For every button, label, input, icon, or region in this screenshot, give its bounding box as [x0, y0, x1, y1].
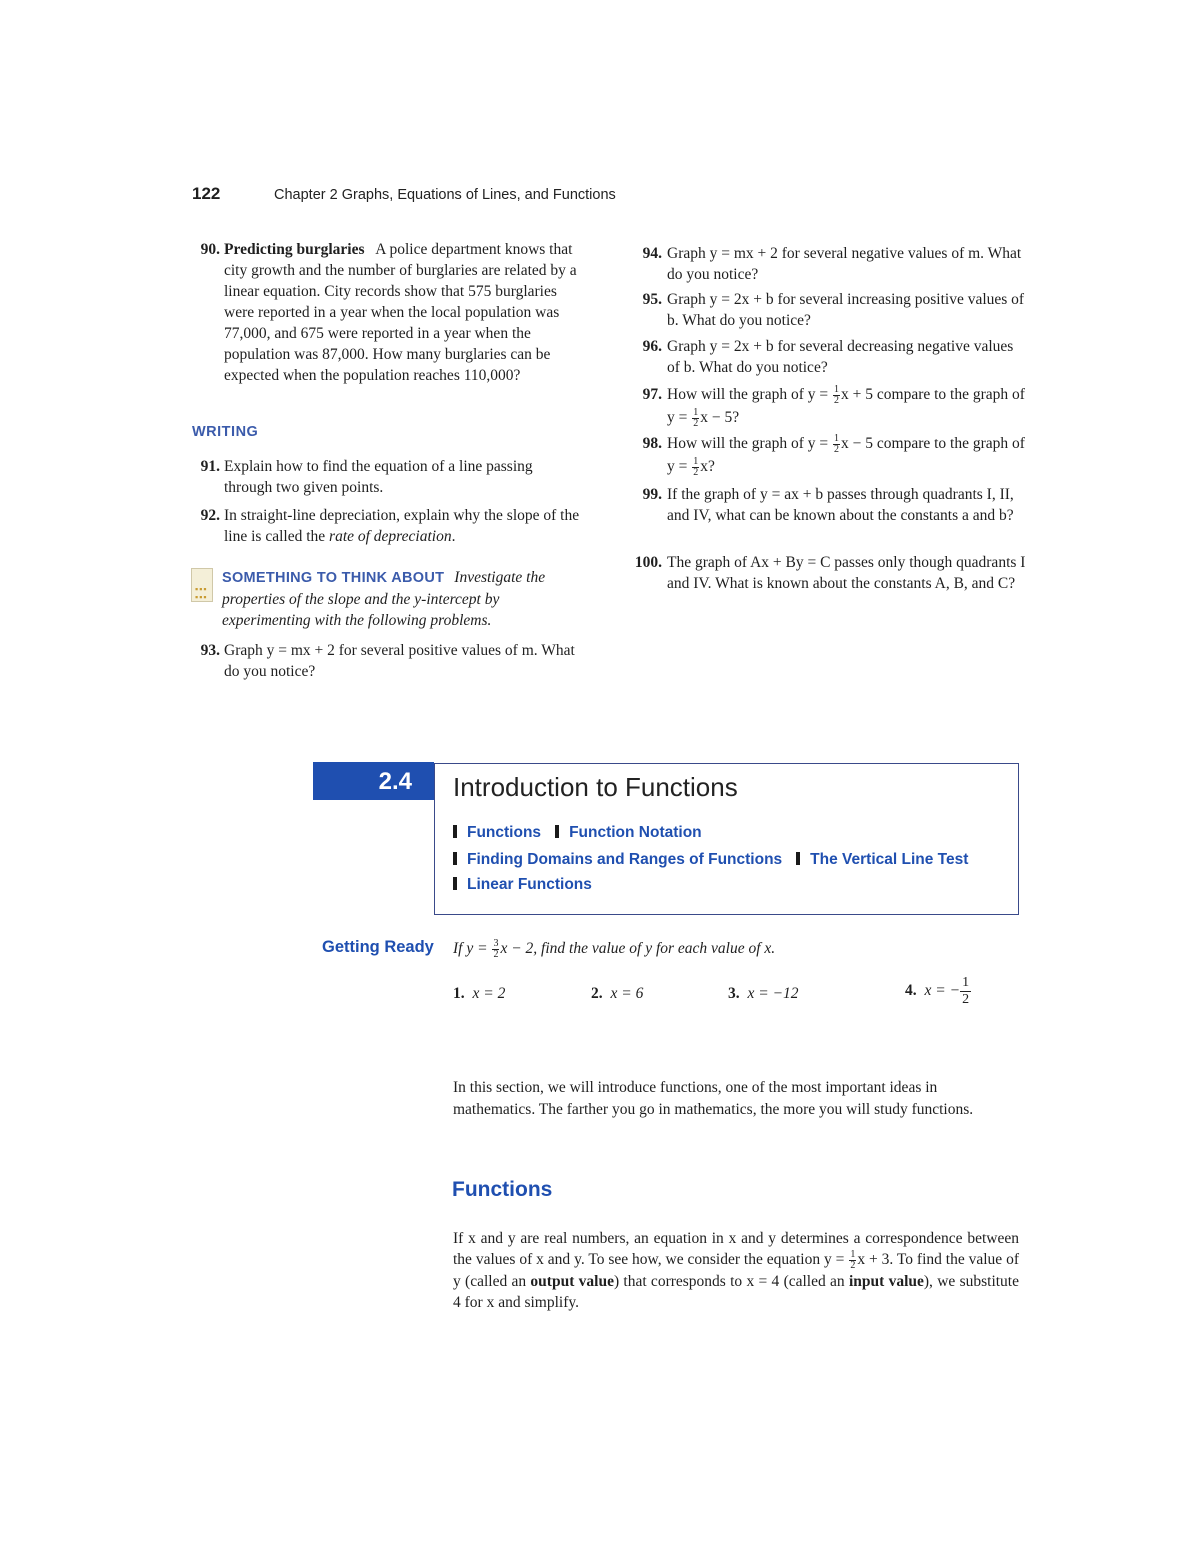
running-head: Chapter 2 Graphs, Equations of Lines, and Functions [274, 187, 616, 203]
topic-vertical-line-test: The Vertical Line Test [810, 851, 969, 868]
problem-number: 93. [200, 642, 220, 659]
intro-paragraph: In this section, we will introduce functions, one of the most important ideas in mathematics. The farther you go in mathematics, the more you will study functions. [453, 1079, 974, 1118]
problem-text: If the graph of y = ax + b passes through quadrants I, II, and IV, what can be known about the constants a and b? [667, 486, 1014, 524]
fraction: $\frac{1}{2}$ [693, 406, 699, 429]
fraction: $\frac{1}{2}$ [834, 432, 840, 455]
fraction: $\frac{1}{2}$ [850, 1248, 856, 1271]
think-about-block [222, 567, 582, 631]
topic-line [453, 824, 702, 846]
getting-ready-label: Getting Ready [322, 938, 434, 956]
section-number: 2.4 [378, 768, 412, 795]
fraction: $\frac{1}{2}$ [834, 383, 840, 406]
problem-100 [625, 552, 1030, 618]
problem-98 [630, 432, 1030, 480]
calculator-icon: ▪▪▪ ▪▪▪ [191, 568, 213, 602]
functions-paragraph: If x and y are real numbers, an equation in x and y determines a correspondence between the values of x and y. To see how, we consider the equation y = $\frac{1}{2}$ x + 3. To find the value of y (called an output value) that corresponds to x = 4 (called an input value), we substitute 4 for x and simplify. [453, 1230, 1019, 1311]
bullet-bar [453, 877, 457, 890]
problem-number: 96. [642, 338, 662, 355]
problem-number: 95. [642, 291, 662, 308]
italic-term: rate of depreciation [329, 528, 452, 545]
bullet-bar [796, 852, 800, 865]
problem-96 [630, 336, 1030, 380]
functions-heading: Functions [452, 1178, 553, 1201]
topic-line [453, 876, 592, 898]
problem-number: 91. [200, 458, 220, 475]
problem-93 [192, 640, 592, 686]
getting-ready-item-2: 2. x = 6 [591, 985, 644, 1002]
bullet-bar [453, 852, 457, 865]
term-output-value: output value [530, 1272, 614, 1290]
bullet-bar [555, 825, 559, 838]
writing-heading: WRITING [192, 424, 259, 440]
getting-ready-item-4: 4. x = − $\frac{1}{2}$ [905, 975, 970, 1007]
page-number: 122 [192, 184, 221, 203]
problem-text: How will the graph of y = $\frac{1}{2}$ x − 5 compare to the graph of y = $\frac{1}{2}$ x? [667, 432, 1025, 478]
problem-title: Predicting burglaries [224, 241, 365, 258]
think-text: Investigate the properties of the slope and the y-intercept by experimenting with the following problems. [222, 569, 546, 629]
section-number-badge [313, 762, 434, 800]
term-input-value: input value [848, 1272, 924, 1290]
getting-ready-item-1: 1. x = 2 [453, 985, 506, 1002]
problem-91 [192, 456, 592, 502]
problem-number: 94. [642, 245, 662, 262]
topic-function-notation: Function Notation [569, 824, 702, 841]
fraction: $\frac{3}{2}$ [493, 938, 499, 960]
problem-95 [630, 289, 1030, 333]
problem-97 [630, 383, 1030, 431]
problem-text: Graph y = mx + 2 for several negative values of m. What do you notice? [667, 245, 1022, 283]
problem-number: 100. [634, 554, 662, 571]
problem-number: 92. [200, 507, 220, 524]
problem-number: 90. [200, 241, 220, 258]
fraction: $\frac{1}{2}$ [962, 975, 970, 1007]
problem-body [224, 239, 584, 386]
section-title: Introduction to Functions [453, 772, 738, 802]
problem-90 [192, 239, 592, 409]
think-heading: SOMETHING TO THINK ABOUT [222, 570, 445, 586]
problem-99 [630, 484, 1030, 550]
topic-domains-ranges: Finding Domains and Ranges of Functions [467, 851, 783, 868]
problem-text: Graph y = mx + 2 for several positive values of m. What do you notice? [224, 642, 575, 680]
topic-functions: Functions [467, 824, 542, 841]
getting-ready-item-3: 3. x = −12 [728, 985, 799, 1002]
section-title-box [434, 763, 1019, 915]
getting-ready-prompt: If y = $\frac{3}{2}$ x − 2, find the value of y for each value of x. [453, 938, 776, 960]
problem-number: 98. [642, 435, 662, 452]
problem-text: In straight-line depreciation, explain why the slope of the line is called the rate of depreciation. [224, 507, 580, 545]
problem-number: 97. [642, 386, 662, 403]
problem-text: Graph y = 2x + b for several increasing positive values of b. What do you notice? [667, 291, 1025, 329]
problem-94 [630, 243, 1030, 287]
problem-text: Explain how to find the equation of a line passing through two given points. [224, 458, 533, 496]
problem-text: How will the graph of y = $\frac{1}{2}$ x + 5 compare to the graph of y = $\frac{1}{2}$ x − 5? [667, 383, 1025, 429]
problem-text: A police department knows that city growth and the number of burglaries are related by a linear equation. City records show that 575 burglaries were reported in a year when the local population was 77,000, and 675 were reported in a year when the population was 87,000. How many burglaries can be expected when the population reaches 110,000? [224, 241, 577, 384]
problem-text: Graph y = 2x + b for several decreasing negative values of b. What do you notice? [667, 338, 1014, 376]
problem-92 [192, 505, 592, 551]
topic-linear-functions: Linear Functions [467, 876, 592, 893]
problem-number: 99. [642, 486, 662, 503]
bullet-bar [453, 825, 457, 838]
fraction: $\frac{1}{2}$ [693, 455, 699, 478]
topic-line [453, 851, 968, 873]
problem-text: The graph of Ax + By = C passes only though quadrants I and IV. What is known about the constants A, B, and C? [667, 554, 1026, 592]
